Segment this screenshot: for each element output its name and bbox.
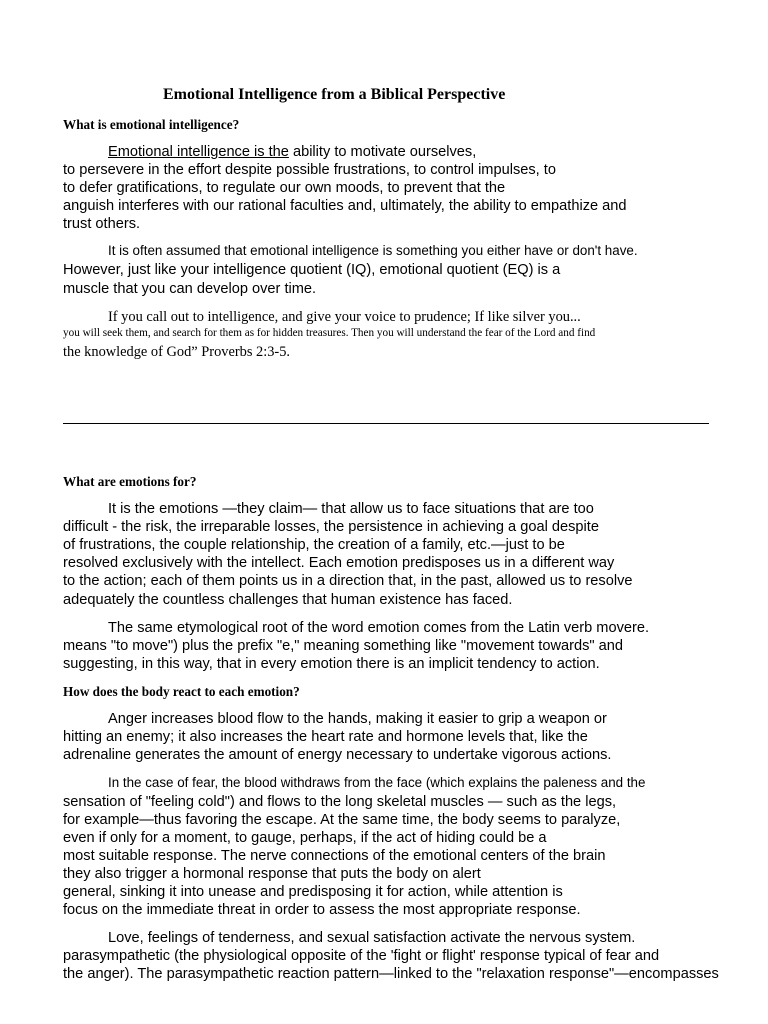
paragraph-line: to the action; each of them points us in a direction that, in the past, allowed us to resolve [63,573,633,589]
paragraph-line: resolved exclusively with the intellect. Each emotion predisposes us in a different way [63,555,615,571]
paragraph-line: The same etymological root of the word emotion comes from the Latin verb movere. [108,620,650,636]
paragraph-line: muscle that you can develop over time. [63,281,317,297]
paragraph-line: focus on the immediate threat in order to assess the most appropriate response. [63,902,581,918]
paragraph-line: It is the emotions —they claim— that allow us to face situations that are too [108,501,594,517]
bible-quote-line: If you call out to intelligence, and give your voice to prudence; If like silver you... [108,309,581,325]
paragraph-line: Love, feelings of tenderness, and sexual satisfaction activate the nervous system. [108,930,636,946]
paragraph-line: sensation of "feeling cold") and flows to the long skeletal muscles — such as the legs, [63,794,617,810]
paragraph-line [108,144,476,160]
bible-quote-line: you will seek them, and search for them as for hidden treasures. Then you will understand the fear of the Lord and find [63,327,596,339]
paragraph-line: trust others. [63,216,141,232]
paragraph-line: for example—thus favoring the escape. At the same time, the body seems to paralyze, [63,812,621,828]
paragraph-line: hitting an enemy; it also increases the heart rate and hormone levels that, like the [63,729,588,745]
underlined-definition: Emotional intelligence is the [108,144,289,160]
paragraph-text: ability to motivate ourselves, [288,144,477,160]
paragraph-line: most suitable response. The nerve connections of the emotional centers of the brain [63,848,606,864]
paragraph-line: they also trigger a hormonal response that puts the body on alert [63,866,481,882]
paragraph-line: adequately the countless challenges that human existence has faced. [63,592,513,608]
paragraph-line: the anger). The parasympathetic reaction pattern—linked to the "relaxation response"—encompasses [63,966,719,982]
paragraph-line: to defer gratifications, to regulate our own moods, to prevent that the [63,180,506,196]
horizontal-divider [63,423,709,424]
paragraph-line: even if only for a moment, to gauge, perhaps, if the act of hiding could be a [63,830,547,846]
section-heading-body-reaction: How does the body react to each emotion? [63,684,300,699]
paragraph-line: It is often assumed that emotional intelligence is something you either have or don't have. [108,243,638,258]
paragraph-line: of frustrations, the couple relationship, the creation of a family, etc.—just to be [63,537,565,553]
paragraph-line: adrenaline generates the amount of energy necessary to undertake vigorous actions. [63,747,612,763]
section-heading-what-are-emotions-for: What are emotions for? [63,474,197,489]
bible-quote-line: the knowledge of God” Proverbs 2:3-5. [63,344,291,360]
paragraph-line: Anger increases blood flow to the hands, making it easier to grip a weapon or [108,711,607,727]
paragraph-line: anguish interferes with our rational faculties and, ultimately, the ability to empathize and [63,198,627,214]
paragraph-line: means "to move") plus the prefix "e," meaning something like "movement towards" and [63,638,623,654]
paragraph-line: general, sinking it into unease and predisposing it for action, while attention is [63,884,563,900]
paragraph-line: However, just like your intelligence quotient (IQ), emotional quotient (EQ) is a [63,262,561,278]
paragraph-line: difficult - the risk, the irreparable losses, the persistence in achieving a goal despite [63,519,599,535]
section-heading-what-is-ei: What is emotional intelligence? [63,117,240,132]
paragraph-line: parasympathetic (the physiological opposite of the 'fight or flight' response typical of fear and [63,948,660,964]
paragraph-line: to persevere in the effort despite possible frustrations, to control impulses, to [63,162,556,178]
document-title: Emotional Intelligence from a Biblical Perspective [163,86,506,103]
paragraph-line: suggesting, in this way, that in every emotion there is an implicit tendency to action. [63,656,600,672]
paragraph-line: In the case of fear, the blood withdraws from the face (which explains the paleness and the [108,775,646,790]
